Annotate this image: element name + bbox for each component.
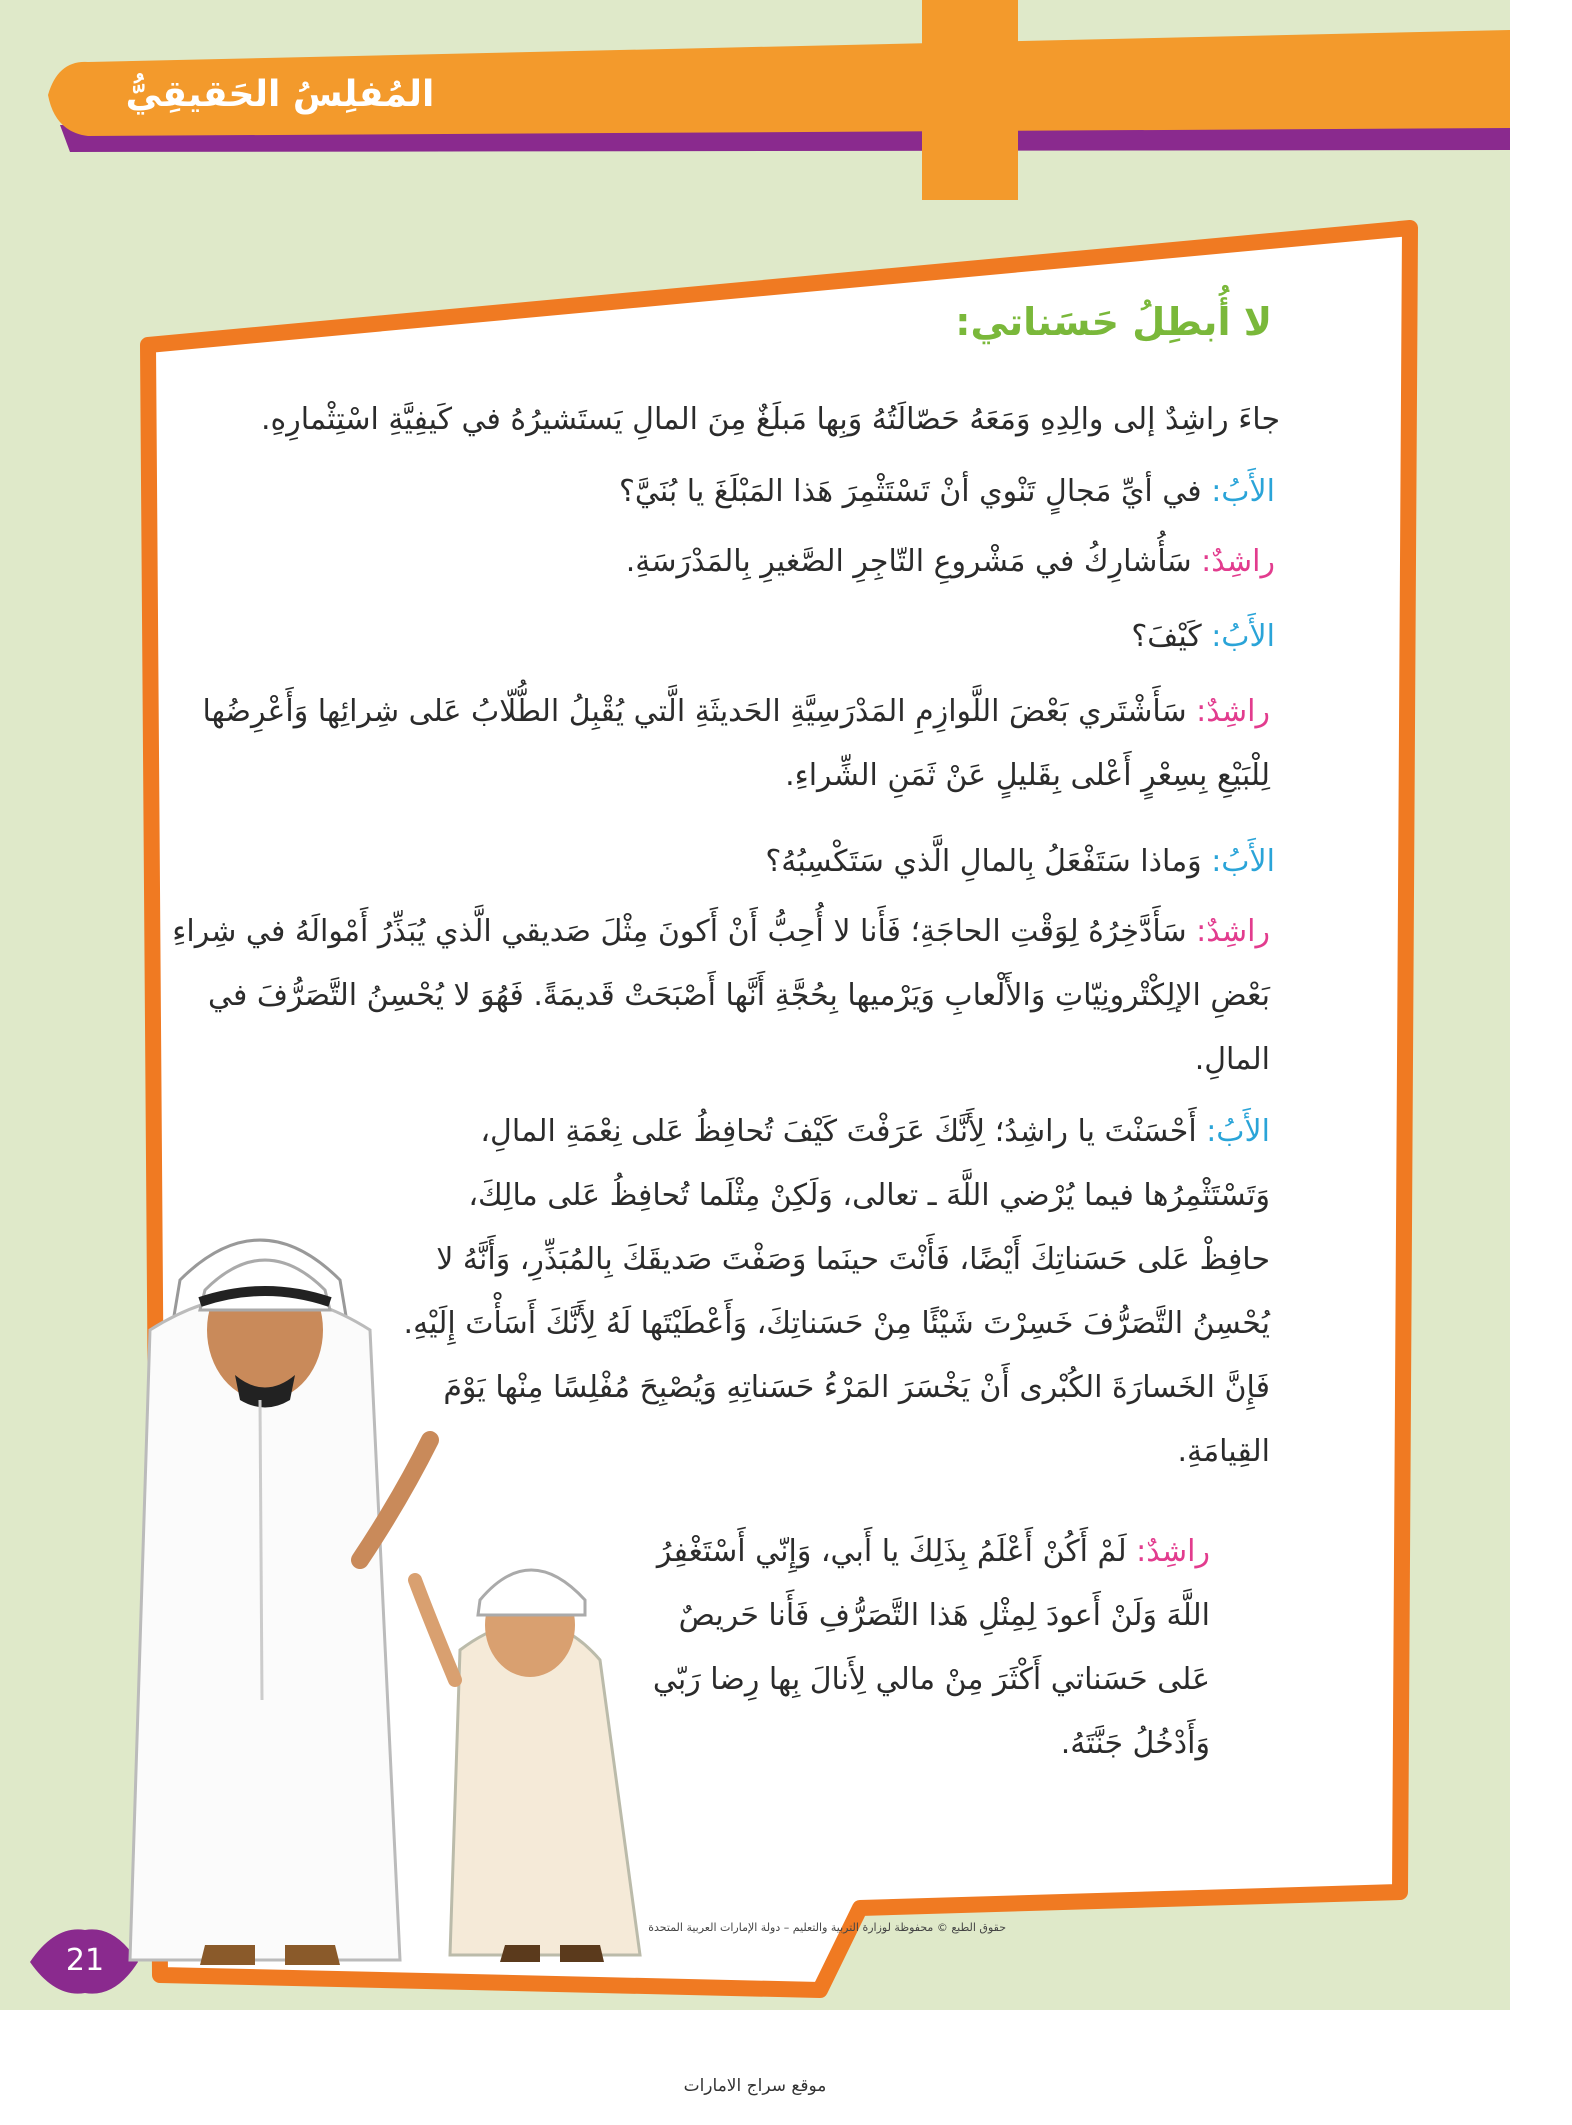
paragraph-text: جاءَ راشِدٌ إلى والِدِهِ وَمَعَهُ حَصّالَتُهُ وَبِها مَبلَغٌ مِنَ المالِ يَستَشيرُهُ في كَيفِيَّةِ اسْتِثْمارِهِ. [260,402,1280,437]
paragraph-father-1 [215,460,1275,524]
speaker-father: الأَبُ: [1211,619,1275,654]
paragraph-rashid-2 [170,680,1270,808]
paragraph-text: كَيْفَ؟ [1131,619,1202,654]
speaker-rashid: راشِدٌ: [1196,694,1270,729]
paragraph-father-4 [390,1100,1270,1484]
section-title: لا أُبطِلُ حَسَناتي: [955,300,1272,344]
paragraph-rashid-4 [630,1520,1210,1776]
footer-site-name: موقع سراج الامارات [683,2076,827,2096]
header-post [922,0,1018,200]
paragraph-text: سَأَدَّخِرُهُ لِوَقْتِ الحاجَةِ؛ فَأَنا لا أُحِبُّ أَنْ أَكونَ مِثْلَ صَديقي الَّذي يُبَذِّرُ أَمْوالَهُ في شِراءِ بَعْضِ الإلِكْتْرونِيّاتِ وَالأَلْعابِ وَيَرْميها بِحُجَّةِ أَنَّها أَصْبَحَتْ قَديمَةً. فَهُوَ لا يُحْسِنُ التَّصَرُّفَ في المالِ. [172,914,1270,1077]
paragraph-text: سَأَشْتَري بَعْضَ اللَّوازِمِ المَدْرَسِيَّةِ الحَديثَةِ الَّتي يُقْبِلُ الطُّلّابُ عَلى شِرائِها وَأَعْرِضُها لِلْبَيْعِ بِسِعْرٍ أَعْلى بِقَليلٍ عَنْ ثَمَنِ الشِّراءِ. [202,694,1270,793]
paragraph-text: في أيِّ مَجالٍ تَنْوي أنْ تَسْتَثْمِرَ هَذا المَبْلَغَ يا بُنَيَّ؟ [618,474,1202,509]
speaker-father: الأَبُ: [1211,474,1275,509]
paragraph-text: لَمْ أَكُنْ أَعْلَمُ بِذَلِكَ يا أَبي، وَإِنّي أَسْتَغْفِرُ اللَّهَ وَلَنْ أَعودَ لِمِثْلِ هَذا التَّصَرُّفِ فَأَنا حَريصٌ عَلى حَسَناتي أَكْثَرَ مِنْ مالي لِأَنالَ بِها رِضا رَبّي وَأَدْخُلُ جَنَّتَهُ. [652,1534,1210,1761]
speaker-rashid: راشِدٌ: [1136,1534,1210,1569]
paragraph-father-2 [215,605,1275,669]
paragraph-text: أَحْسَنْتَ يا راشِدُ؛ لِأَنَّكَ عَرَفْتَ كَيْفَ تُحافِظُ عَلى نِعْمَةِ المالِ، وَتَسْتَثْمِرُها فيما يُرْضي اللَّهَ ـ تعالى، وَلَكِنْ مِثْلَما تُحافِظُ عَلى مالِكَ، حافِظْ عَلى حَسَناتِكَ أَيْضًا، فَأَنْتَ حينَما وَصَفْتَ صَديقَكَ بِالمُبَذِّرِ، وَأَنَّهُ لا يُحْسِنُ التَّصَرُّفَ خَسِرْتَ شَيْئًا مِنْ حَسَناتِكَ، وَأَعْطَيْتَها لَهُ لِأَنَّكَ أَسَأْتَ إِلَيْهِ. فَإِنَّ الخَسارَةَ الكُبْرى أَنْ يَخْسَرَ المَرْءُ حَسَناتِهِ وَيُصْبِحَ مُفْلِسًا مِنْها يَوْمَ القِيامَةِ. [403,1114,1270,1469]
speaker-father: الأَبُ: [1211,844,1275,879]
speaker-father: الأَبُ: [1206,1114,1270,1149]
paragraph-text: سَأُشارِكُ في مَشْروعِ التّاجِرِ الصَّغيرِ بِالمَدْرَسَةِ. [625,544,1192,579]
paragraph-text: وَماذا سَتَفْعَلُ بِالمالِ الَّذي سَتَكْسِبُهُ؟ [765,844,1202,879]
speaker-rashid: راشِدٌ: [1201,544,1275,579]
page-number: 21 [65,1943,105,1978]
lesson-title: المُفلِسُ الحَقيقِيُّ [125,74,435,115]
copyright-notice: حقوق الطبع © محفوظة لوزارة التربية والتعليم – دولة الإمارات العربية المتحدة [648,1921,1006,1934]
paragraph-rashid-1 [215,530,1275,594]
speaker-rashid: راشِدٌ: [1196,914,1270,949]
paragraph-intro [160,388,1280,452]
paragraph-father-3 [215,830,1275,894]
paragraph-rashid-3 [170,900,1270,1092]
